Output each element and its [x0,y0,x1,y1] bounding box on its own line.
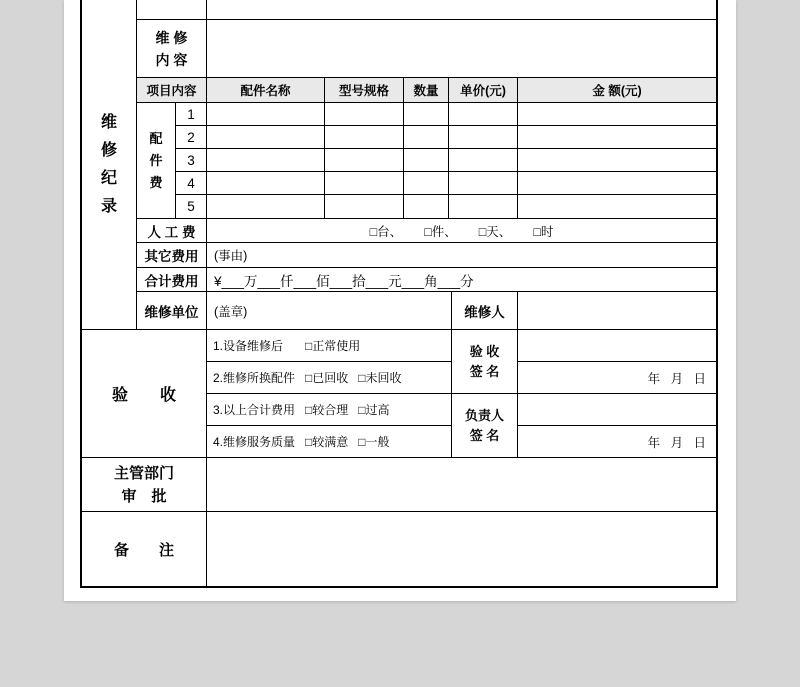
parts-cell-qty[interactable] [404,103,449,126]
header-amount: 金 额(元) [518,78,716,103]
parts-cell-amount[interactable] [518,195,716,219]
repair-content-input[interactable] [207,20,716,78]
parts-row-number: 2 [176,126,207,149]
acceptance-checkbox-option[interactable]: □较合理 [305,403,349,417]
approval-label-line: 审 批 [121,487,167,505]
document-paper [64,0,736,601]
header-quantity: 数量 [404,78,449,103]
parts-fee-label-char: 件 [149,152,163,168]
repairer-input[interactable] [518,292,716,330]
parts-cell-name[interactable] [207,195,325,219]
inspector-sign-label [452,330,518,394]
repair-unit-seal-cell[interactable] [207,292,452,330]
acceptance-checkbox-option[interactable]: □已回收 [305,371,349,385]
parts-cell-qty[interactable] [404,149,449,172]
acceptance-checkbox-option[interactable]: □较满意 [305,435,349,449]
parts-fee-label-char: 费 [149,174,163,190]
acceptance-question: 4.维修服务质量 [213,435,296,449]
inspector-sign-space[interactable] [518,330,716,362]
parts-cell-qty[interactable] [404,195,449,219]
acceptance-item-row [207,362,452,394]
total-fee-label: 合计费用 [137,268,207,292]
parts-cell-amount[interactable] [518,172,716,195]
acceptance-question: 3.以上合计费用 [213,403,296,417]
labor-unit-checkbox[interactable]: □天、 [478,224,512,239]
parts-cell-amount[interactable] [518,103,716,126]
parts-cell-amount[interactable] [518,126,716,149]
approval-input[interactable] [207,458,716,512]
other-fee-label: 其它费用 [137,243,207,268]
repair-record-form-table [80,0,718,588]
inspector-sign-date: 年 月 日 [518,362,716,394]
parts-fee-label [137,103,176,219]
section-label-remarks: 备 注 [82,512,207,586]
parts-cell-spec[interactable] [325,172,404,195]
other-fee-input[interactable] [207,243,716,268]
seal-note: (盖章) [214,304,248,319]
section-label-acceptance: 验 收 [82,330,207,458]
parts-row-number: 3 [176,149,207,172]
parts-row-number: 1 [176,103,207,126]
parts-cell-spec[interactable] [325,195,404,219]
manager-sign-label [452,394,518,458]
cutoff-row-content-cell [207,0,716,20]
acceptance-checkbox-option[interactable]: □未回收 [358,371,402,385]
parts-row-number: 5 [176,195,207,219]
vertical-title-char: 修 [100,141,117,159]
parts-cell-spec[interactable] [325,126,404,149]
parts-cell-price[interactable] [449,103,518,126]
parts-cell-name[interactable] [207,149,325,172]
header-part-name: 配件名称 [207,78,325,103]
parts-cell-price[interactable] [449,126,518,149]
repair-content-label-line: 维 修 [155,29,188,46]
repair-content-label-line: 内 容 [155,51,188,68]
header-item-content: 项目内容 [137,78,207,103]
acceptance-checkbox-option[interactable]: □正常使用 [305,339,361,353]
inspector-sign-label-line: 验 收 [469,343,500,359]
parts-cell-qty[interactable] [404,126,449,149]
vertical-title-char: 纪 [100,169,117,187]
acceptance-checkbox-option[interactable]: □一般 [358,435,390,449]
total-fee-fill-line[interactable]: ¥___万___仟___佰___拾___元___角___分 [207,268,716,292]
section-label-repair-record [82,0,137,330]
parts-cell-amount[interactable] [518,149,716,172]
manager-sign-label-line: 负责人 [464,407,504,423]
manager-sign-label-line: 签 名 [469,427,500,443]
inspector-sign-label-line: 签 名 [469,363,500,379]
labor-fee-label: 人 工 费 [137,219,207,243]
parts-row-number: 4 [176,172,207,195]
other-fee-note: (事由) [214,249,248,263]
parts-fee-label-char: 配 [149,130,163,146]
acceptance-item-row [207,426,452,458]
acceptance-checkbox-option[interactable]: □过高 [358,403,390,417]
parts-cell-spec[interactable] [325,103,404,126]
parts-cell-name[interactable] [207,172,325,195]
manager-sign-date: 年 月 日 [518,426,716,458]
repair-content-label [137,20,207,78]
vertical-title-char: 维 [100,113,117,131]
parts-cell-qty[interactable] [404,172,449,195]
acceptance-question: 2.维修所换配件 [213,371,296,385]
vertical-title-char: 录 [100,197,117,215]
parts-cell-name[interactable] [207,103,325,126]
parts-cell-spec[interactable] [325,149,404,172]
repair-unit-label: 维修单位 [137,292,207,330]
labor-unit-checkbox[interactable]: □件、 [424,224,457,239]
acceptance-question: 1.设备维修后 [213,339,284,353]
acceptance-item-row [207,330,452,362]
parts-cell-price[interactable] [449,172,518,195]
acceptance-item-row [207,394,452,426]
header-unit-price: 单价(元) [449,78,518,103]
parts-cell-price[interactable] [449,195,518,219]
section-label-approval [82,458,207,512]
parts-cell-name[interactable] [207,126,325,149]
labor-unit-checkbox[interactable]: □台、 [369,224,403,239]
parts-cell-price[interactable] [449,149,518,172]
remarks-input[interactable] [207,512,716,586]
approval-label-line: 主管部门 [113,464,174,482]
labor-unit-checkbox[interactable]: □时 [533,224,554,239]
manager-sign-space[interactable] [518,394,716,426]
header-model-spec: 型号规格 [325,78,404,103]
repairer-label: 维修人 [452,292,518,330]
cutoff-row-label-cell [137,0,207,20]
labor-fee-options-row [207,219,716,243]
